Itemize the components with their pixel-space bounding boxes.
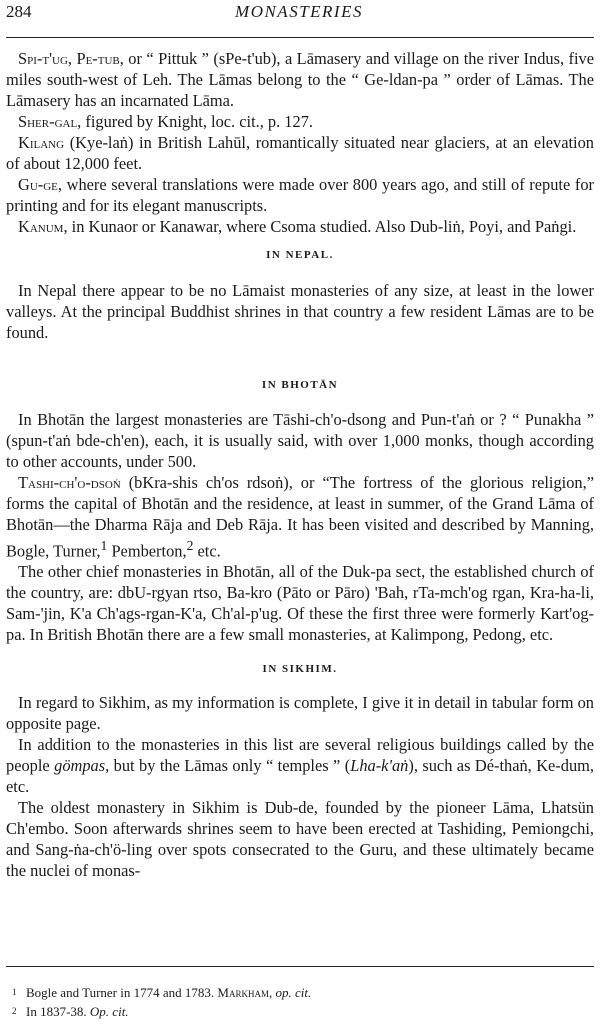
- entry-text: (bKra-shis ch'os rdsoṅ), or “The fortress of the glorious religion,” forms the capital of Bhotān and the residence, at least in summer, of the Grand Lāma of Bhotān—the Dharma Rāja and Deb Rāja. It has been visited and described by Manning, Bogle, Turner,: [6, 473, 594, 561]
- footnote-ref[interactable]: 1: [100, 538, 108, 553]
- entry-guge: [6, 174, 594, 216]
- sikhim-paragraph-1: In regard to Sikhim, as my information is complete, I give it in detail in tabular form on opposite page.: [6, 693, 594, 734]
- entry-term: Kilang: [18, 133, 65, 152]
- page-header: [6, 2, 592, 24]
- footnote-cite-tail: Op. cit.: [89, 1004, 129, 1019]
- entry-text: (Kye-laṅ) in British Lahūl, romantically situated near glaciers, at an elevation of about 12,000 feet.: [6, 133, 594, 173]
- entry-term: Sher-gal,: [18, 112, 82, 131]
- footnote-marker: 1: [12, 987, 17, 997]
- entry-text: where several translations were made over 800 years ago, and still of repute for printing and for its elegant manuscripts.: [6, 175, 594, 215]
- entry-text: Pemberton,: [107, 541, 187, 561]
- entry-text: or “ Pittuk ” (sPe-t'ub), a Lāmasery and village on the river Indus, five miles south-west of Leh. The Lāmas belong to the “ Ge-ldan-pa ” order of Lāmas. The Lāmasery has an incarnated Lāma.: [6, 49, 594, 110]
- running-title: MONASTERIES: [235, 2, 363, 21]
- italic-term: gömpas: [54, 756, 106, 776]
- footnote-ref[interactable]: 2: [186, 538, 194, 553]
- italic-term: Lha-k'aṅ: [350, 756, 409, 776]
- entry-kilang: [6, 132, 594, 174]
- entry-spitug: [6, 48, 594, 111]
- entry-text: etc.: [193, 541, 221, 561]
- entry-term: Kanum,: [18, 217, 68, 236]
- entry-term: Spi-t'ug, Pe-tub,: [18, 49, 124, 68]
- bhotan-paragraph-3: The other chief monasteries in Bhotān, all of the Duk-pa sect, the established church of the country, are: dbU-rgyan rtso, Ba-kro (Pāto or Pāro) 'Bah, rTa-mch'og rgan, Kra-ha-li, Sam-'jin, K'a Ch'ags-rgan-K'a, Ch'al-p'ug. Of these the first three were formerly Kart'og-pa. In British Bhotān there are a few small monasteries, at Kalimpong, Pedong, etc.: [6, 562, 594, 645]
- footnotes: [12, 983, 582, 1021]
- entry-kanum: [6, 216, 594, 237]
- text-run: ), such as Dé-thaṅ, Ke-dum, etc.: [6, 756, 595, 797]
- text-run: In addition to the monasteries in this list are several religious buildings called by the people: [6, 735, 594, 776]
- section-heading-bhotan: IN BHOTĀN: [261, 379, 339, 391]
- section-heading-nepal: IN NEPAL.: [266, 249, 334, 261]
- bhotan-paragraph-tashi: [6, 472, 594, 561]
- section-heading-sikhim: IN SIKHIM.: [262, 663, 338, 676]
- entry-text: in Kunaor or Kanawar, where Csoma studied. Also Dub-liṅ, Poyi, and Paṅgi.: [67, 217, 577, 236]
- footnote-text: In 1837-38.: [26, 1004, 90, 1019]
- entry-term: Gu-ge,: [18, 175, 62, 194]
- entry-text: figured by Knight, loc. cit., p. 127.: [81, 112, 313, 131]
- footnote-text: Bogle and Turner in 1774 and 1783.: [26, 985, 218, 1000]
- footnote-cite-tail: op. cit.: [272, 985, 312, 1000]
- header-rule: [6, 37, 594, 38]
- text-run: , but by the Lāmas only “ temples ” (: [105, 756, 351, 776]
- entry-shergal: [6, 111, 594, 132]
- footnote: [12, 1002, 582, 1021]
- footnote-rule: [6, 966, 594, 967]
- footnote: [12, 983, 582, 1002]
- sikhim-paragraph-2: [6, 734, 594, 797]
- footnote-cite: Markham,: [217, 985, 273, 1000]
- footnote-marker: 2: [12, 1006, 17, 1016]
- bhotan-paragraph-1: In Bhotān the largest monasteries are Tāshi-ch'o-dsong and Pun-t'aṅ or ? “ Punakha ” (spun-t'aṅ bde-ch'en), each, it is usually said, with over 1,000 monks, though according to other accounts, under 500.: [6, 410, 594, 471]
- entry-term: Tashi-ch'o-dsoṅ: [18, 473, 121, 492]
- nepal-paragraph: In Nepal there appear to be no Lāmaist monasteries of any size, at least in the lower valleys. At the principal Buddhist shrines in that country a few resident Lāmas are to be found.: [6, 281, 594, 342]
- sikhim-paragraph-3: The oldest monastery in Sikhim is Dub-de, founded by the pioneer Lāma, Lhatsün Ch'embo. Soon afterwards shrines seem to have been erected at Tashiding, Pemiongchi, and Sang-ṅa-ch'ö-ling over spots consecrated to the Guru, and these ultimately became the nuclei of monas-: [6, 798, 594, 881]
- page-number: 284: [6, 2, 32, 21]
- main-text: [6, 48, 594, 881]
